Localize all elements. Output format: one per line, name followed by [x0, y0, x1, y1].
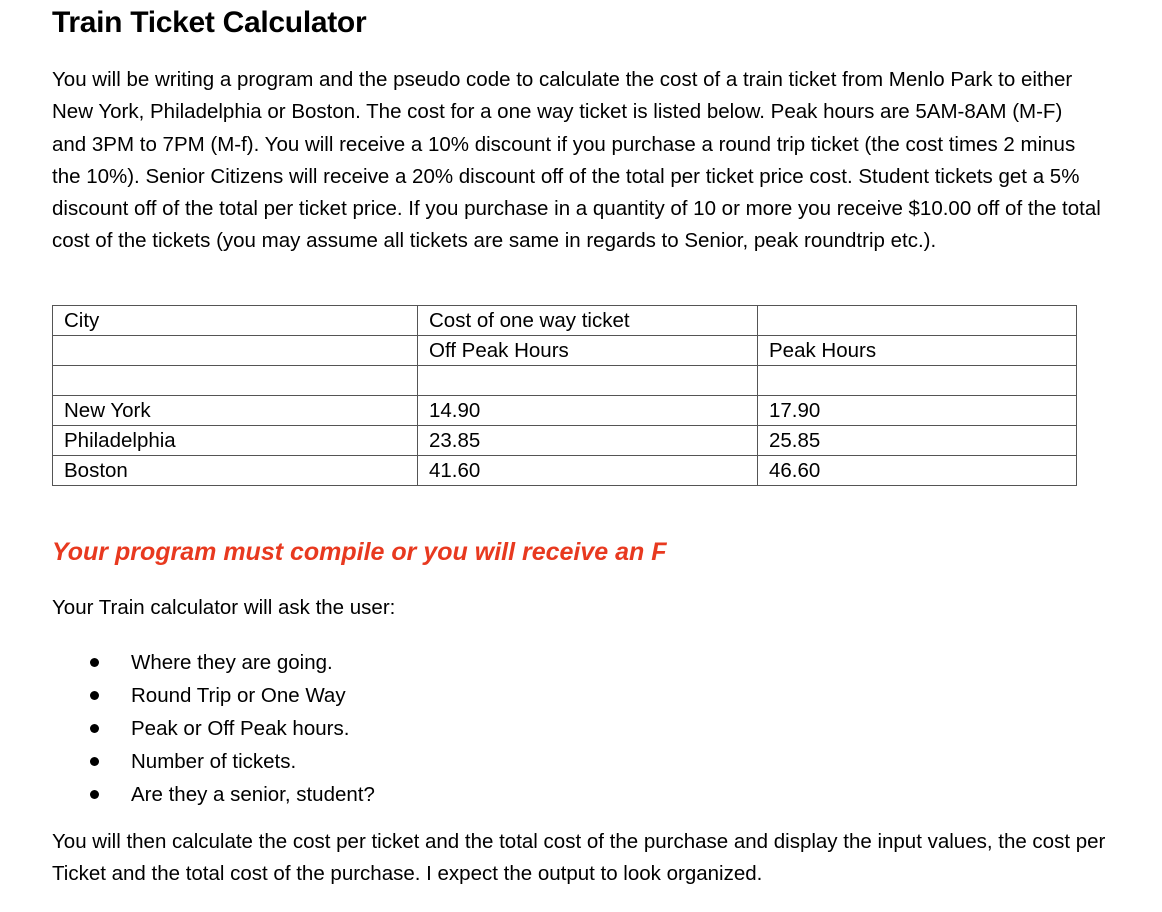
table-row [53, 456, 1077, 486]
peak-price: 17.90 [758, 396, 1077, 426]
table-row [53, 396, 1077, 426]
bullet-icon [90, 757, 99, 766]
list-item-text: Number of tickets. [131, 750, 297, 773]
list-item-text: Are they a senior, student? [131, 783, 375, 806]
blank-cell [418, 366, 758, 396]
table-blank-row [53, 366, 1077, 396]
header-empty [758, 306, 1077, 336]
list-item [52, 712, 375, 745]
off-peak-price: 14.90 [418, 396, 758, 426]
list-item [52, 679, 375, 712]
subheader-empty [53, 336, 418, 366]
table-subheader-row [53, 336, 1077, 366]
closing-paragraph: You will then calculate the cost per ticket and the total cost of the purchase and display the input values, the cost per Ticket and the total cost of the purchase. I expect the output to look organized. [52, 830, 1106, 886]
list-item [52, 646, 375, 679]
header-cost-label: Cost of one way ticket [418, 306, 758, 336]
list-item [52, 778, 375, 811]
off-peak-price: 41.60 [418, 456, 758, 486]
page-title: Train Ticket Calculator [52, 6, 367, 39]
list-item-text: Round Trip or One Way [131, 684, 346, 707]
table-header-row [53, 306, 1077, 336]
list-item-text: Peak or Off Peak hours. [131, 717, 350, 740]
compile-warning: Your program must compile or you will receive an F [52, 538, 667, 566]
ticket-price-table [52, 305, 1077, 486]
header-city: City [53, 306, 418, 336]
list-item-text: Where they are going. [131, 651, 333, 674]
city-cell: Philadelphia [53, 426, 418, 456]
peak-price: 46.60 [758, 456, 1077, 486]
city-cell: Boston [53, 456, 418, 486]
peak-price: 25.85 [758, 426, 1077, 456]
list-item [52, 745, 375, 778]
question-list [52, 646, 375, 811]
blank-cell [758, 366, 1077, 396]
blank-cell [53, 366, 418, 396]
table-row [53, 426, 1077, 456]
ask-intro: Your Train calculator will ask the user: [52, 596, 396, 619]
off-peak-price: 23.85 [418, 426, 758, 456]
bullet-icon [90, 724, 99, 733]
bullet-icon [90, 658, 99, 667]
city-cell: New York [53, 396, 418, 426]
header-peak: Peak Hours [758, 336, 1077, 366]
bullet-icon [90, 790, 99, 799]
bullet-icon [90, 691, 99, 700]
header-off-peak: Off Peak Hours [418, 336, 758, 366]
intro-paragraph: You will be writing a program and the pseudo code to calculate the cost of a train ticket from Menlo Park to either New York, Philadelphia or Boston. The cost for a one way ticket is listed below. Peak hours are 5AM-8AM (M-F) and 3PM to 7PM (M-f). You will receive a 10% discount if you purchase a round trip ticket (the cost times 2 minus the 10%). Senior Citizens will receive a 20% discount off of the total per ticket price cost. Student tickets get a 5% discount off of the total per ticket price. If you purchase in a quantity of 10 or more you receive $10.00 off of the total cost of the tickets (you may assume all tickets are same in regards to Senior, peak roundtrip etc.). [52, 68, 1101, 253]
